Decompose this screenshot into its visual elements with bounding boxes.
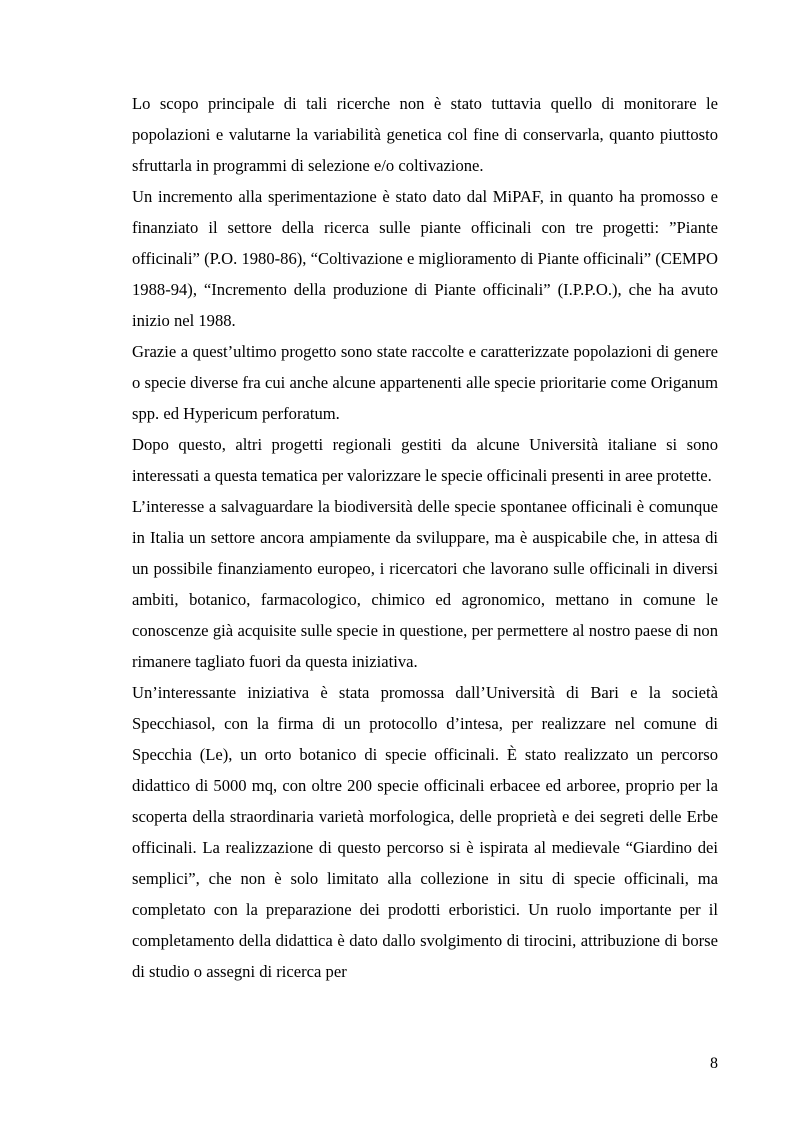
paragraph-orto-botanico: Un’interessante iniziativa è stata promossa dall’Università di Bari e la società Specchiasol, con la firma di un protocollo d’intesa, per realizzare nel comune di Specchia (Le), un orto botanico di specie officinali. È stato realizzato un percorso didattico di 5000 mq, con oltre 200 specie officinali erbacee ed arboree, proprio per la scoperta della straordinaria varietà morfologica, delle proprietà e dei segreti delle Erbe officinali. La realizzazione di questo percorso si è ispirata al medievale “Giardino dei semplici”, che non è solo limitato alla collezione in situ di specie officinali, ma completato con la preparazione dei prodotti erboristici. Un ruolo importante per il completamento della didattica è dato dallo svolgimento di tirocini, attribuzione di borse di studio o assegni di ricerca per (132, 683, 718, 981)
page-number: 8 (710, 1055, 718, 1072)
paragraph-biodiversita: L’interesse a salvaguardare la biodiversità delle specie spontanee officinali è comunque in Italia un settore ancora ampiamente da sviluppare, ma è auspicabile che, in attesa di un possibile finanziamento europeo, i ricercatori che lavorano sulle officinali in diversi ambiti, botanico, farmacologico, chimico ed agronomico, mettano in comune le conoscenze già acquisite sulle specie in questione, per permettere al nostro paese di non rimanere tagliato fuori da questa iniziativa. (132, 497, 718, 671)
paragraph-ippo-popolazioni: Grazie a quest’ultimo progetto sono state raccolte e caratterizzate popolazioni di genere o specie diverse fra cui anche alcune appartenenti alle specie prioritarie come Origanum spp. ed Hypericum perforatum. (132, 342, 718, 423)
paragraph-scopo-ricerche: Lo scopo principale di tali ricerche non è stato tuttavia quello di monitorare le popolazioni e valutarne la variabilità genetica col fine di conservarla, quanto piuttosto sfruttarla in programmi di selezione e/o coltivazione. (132, 94, 718, 175)
page-body (132, 88, 718, 987)
paragraph-mipaf-progetti: Un incremento alla sperimentazione è stato dato dal MiPAF, in quanto ha promosso e finanziato il settore della ricerca sulle piante officinali con tre progetti: ”Piante officinali” (P.O. 1980-86), “Coltivazione e miglioramento di Piante officinali” (CEMPO 1988-94), “Incremento della produzione di Piante officinali” (I.P.P.O.), che ha avuto inizio nel 1988. (132, 187, 718, 330)
paragraph-progetti-regionali: Dopo questo, altri progetti regionali gestiti da alcune Università italiane si sono interessati a questa tematica per valorizzare le specie officinali presenti in aree protette. (132, 435, 718, 485)
